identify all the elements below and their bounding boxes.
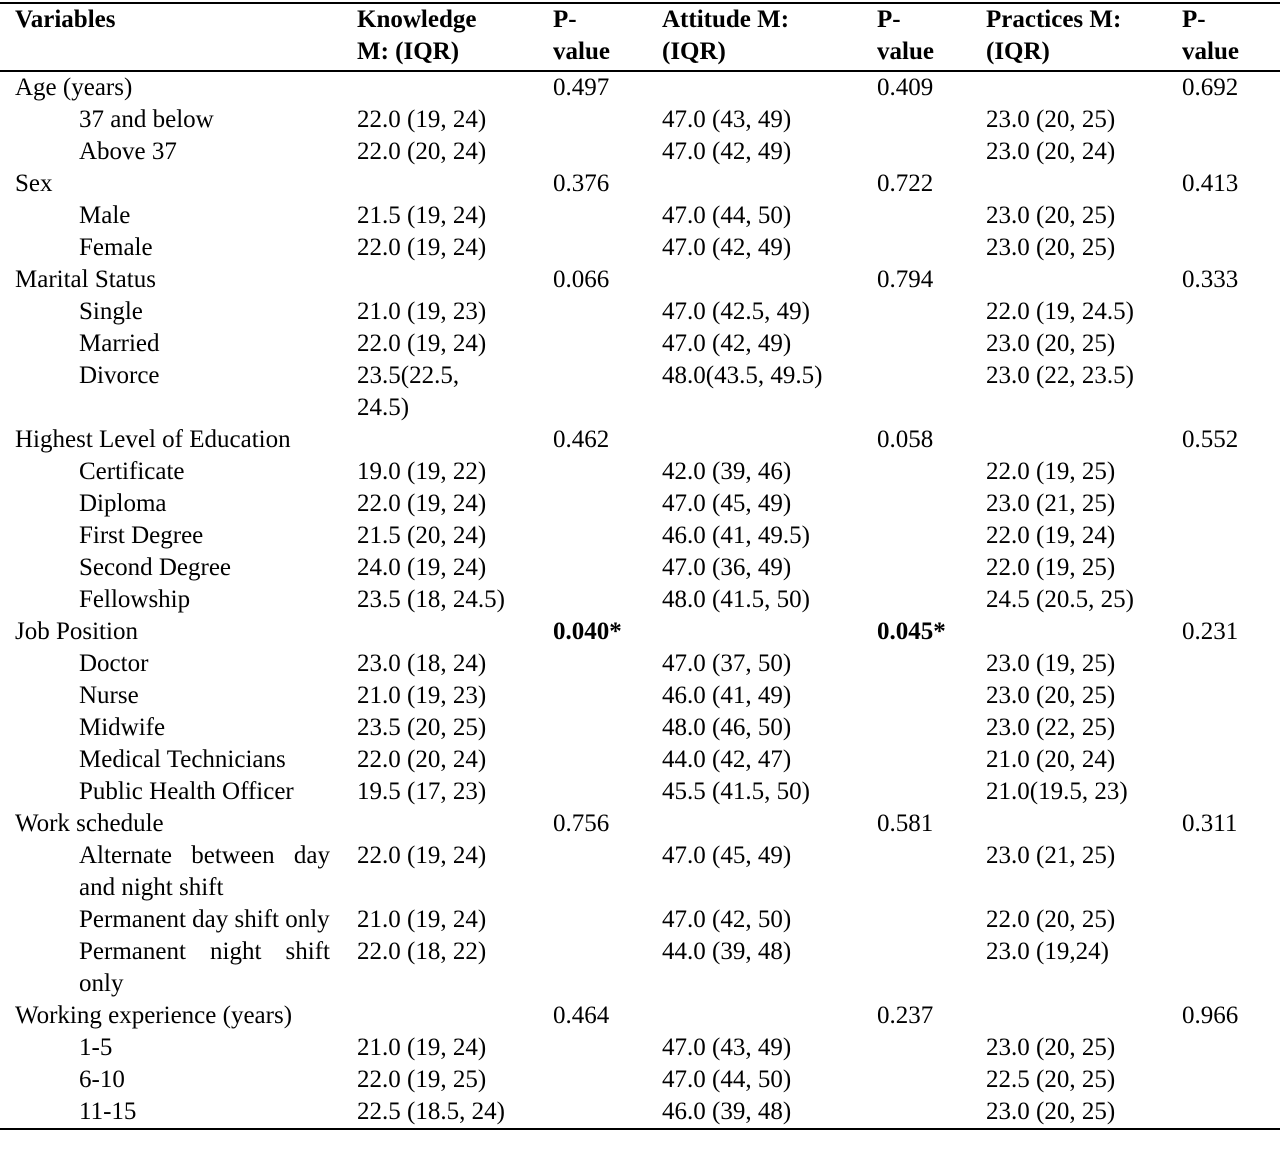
attitude-cell: 47.0 (43, 49) <box>662 106 792 133</box>
table-row <box>0 744 1280 776</box>
row-label: Nurse <box>79 682 139 709</box>
table-row <box>0 840 1280 904</box>
row-label: Public Health Officer <box>79 778 294 805</box>
attitude-cell: 47.0 (43, 49) <box>662 1034 792 1061</box>
row-label: Divorce <box>79 362 160 389</box>
knowledge-cell: 21.5 (20, 24) <box>357 522 487 549</box>
p-value-practices: 0.692 <box>1182 74 1239 101</box>
header-knowledge: Knowledge M: (IQR) <box>357 6 477 65</box>
header-practices: Practices M: (IQR) <box>986 6 1122 65</box>
table-row <box>0 648 1280 680</box>
table-row <box>0 360 1280 424</box>
header-p-value-attitude: P-value <box>877 6 934 65</box>
table-row <box>0 136 1280 168</box>
group-label: Job Position <box>15 618 138 645</box>
row-label: Married <box>79 330 160 357</box>
row-label: Midwife <box>79 714 166 741</box>
p-value-attitude: 0.794 <box>877 266 934 293</box>
p-value-knowledge: 0.464 <box>553 1002 610 1029</box>
p-value-knowledge: 0.497 <box>553 74 610 101</box>
table-row <box>0 1064 1280 1096</box>
group-label: Age (years) <box>15 74 133 101</box>
knowledge-cell: 22.0 (18, 22) <box>357 938 487 965</box>
practices-cell: 23.0 (21, 25) <box>986 490 1116 517</box>
attitude-cell: 47.0 (42.5, 49) <box>662 298 810 325</box>
knowledge-cell: 22.0 (19, 24) <box>357 106 487 133</box>
knowledge-cell: 23.5(22.5, 24.5) <box>357 362 460 421</box>
p-value-practices: 0.333 <box>1182 266 1239 293</box>
knowledge-cell: 21.0 (19, 23) <box>357 682 487 709</box>
attitude-cell: 47.0 (45, 49) <box>662 842 792 869</box>
group-row-working-experience <box>0 1000 1280 1032</box>
row-label: 37 and below <box>79 106 214 133</box>
p-value-knowledge: 0.066 <box>553 266 610 293</box>
row-label: Alternate between day and night shift <box>79 842 330 901</box>
row-label: Medical Technicians <box>79 746 286 773</box>
row-label: 1-5 <box>79 1034 113 1061</box>
attitude-cell: 44.0 (39, 48) <box>662 938 792 965</box>
p-value-knowledge: 0.756 <box>553 810 610 837</box>
attitude-cell: 46.0 (41, 49.5) <box>662 522 810 549</box>
knowledge-cell: 19.0 (19, 22) <box>357 458 487 485</box>
practices-cell: 22.0 (19, 25) <box>986 458 1116 485</box>
group-label: Marital Status <box>15 266 156 293</box>
knowledge-cell: 21.5 (19, 24) <box>357 202 487 229</box>
header-row <box>0 3 1280 71</box>
table-row <box>0 104 1280 136</box>
row-label: 11-15 <box>79 1098 137 1125</box>
p-value-attitude: 0.722 <box>877 170 934 197</box>
table-row <box>0 520 1280 552</box>
p-value-practices: 0.311 <box>1182 810 1238 837</box>
practices-cell: 23.0 (20, 25) <box>986 202 1116 229</box>
practices-cell: 22.5 (20, 25) <box>986 1066 1116 1093</box>
row-label: Above 37 <box>79 138 177 165</box>
row-label: Permanent night shift only <box>79 938 330 997</box>
practices-cell: 23.0 (20, 25) <box>986 106 1116 133</box>
attitude-cell: 45.5 (41.5, 50) <box>662 778 810 805</box>
practices-cell: 23.0 (19, 25) <box>986 650 1116 677</box>
header-p-value-knowledge: P-value <box>553 6 610 65</box>
table-row <box>0 680 1280 712</box>
results-table <box>0 2 1280 1130</box>
table-row <box>0 936 1280 1000</box>
p-value-knowledge: 0.462 <box>553 426 610 453</box>
table-row <box>0 488 1280 520</box>
group-row-education <box>0 424 1280 456</box>
attitude-cell: 46.0 (41, 49) <box>662 682 792 709</box>
knowledge-cell: 23.5 (20, 25) <box>357 714 487 741</box>
knowledge-cell: 21.0 (19, 24) <box>357 906 487 933</box>
p-value-attitude: 0.058 <box>877 426 934 453</box>
practices-cell: 23.0 (20, 25) <box>986 234 1116 261</box>
row-label: Permanent day shift only <box>79 906 330 933</box>
row-label: Certificate <box>79 458 185 485</box>
attitude-cell: 42.0 (39, 46) <box>662 458 792 485</box>
header-attitude: Attitude M: (IQR) <box>662 6 790 65</box>
practices-cell: 23.0 (19,24) <box>986 938 1109 965</box>
practices-cell: 23.0 (20, 25) <box>986 1034 1116 1061</box>
group-row-work-schedule <box>0 808 1280 840</box>
practices-cell: 23.0 (21, 25) <box>986 842 1116 869</box>
knowledge-cell: 22.0 (20, 24) <box>357 138 487 165</box>
table-row <box>0 456 1280 488</box>
practices-cell: 23.0 (20, 24) <box>986 138 1116 165</box>
attitude-cell: 48.0(43.5, 49.5) <box>662 362 823 389</box>
practices-cell: 23.0 (20, 25) <box>986 330 1116 357</box>
row-label: Second Degree <box>79 554 232 581</box>
knowledge-cell: 24.0 (19, 24) <box>357 554 487 581</box>
attitude-cell: 48.0 (46, 50) <box>662 714 792 741</box>
header-p-value-practices: P-value <box>1182 6 1239 65</box>
practices-cell: 22.0 (20, 25) <box>986 906 1116 933</box>
row-label: Doctor <box>79 650 149 677</box>
table-row <box>0 776 1280 808</box>
practices-cell: 21.0(19.5, 23) <box>986 778 1128 805</box>
p-value-practices: 0.231 <box>1182 618 1239 645</box>
p-value-practices: 0.552 <box>1182 426 1239 453</box>
p-value-knowledge: 0.376 <box>553 170 610 197</box>
attitude-cell: 47.0 (44, 50) <box>662 202 792 229</box>
p-value-attitude: 0.045* <box>877 618 946 645</box>
row-label: First Degree <box>79 522 204 549</box>
table-row <box>0 328 1280 360</box>
header-variables: Variables <box>15 6 116 33</box>
group-label: Highest Level of Education <box>15 426 291 453</box>
group-label: Sex <box>15 170 53 197</box>
row-label: Male <box>79 202 131 229</box>
knowledge-cell: 23.0 (18, 24) <box>357 650 487 677</box>
practices-cell: 23.0 (22, 23.5) <box>986 362 1134 389</box>
p-value-practices: 0.966 <box>1182 1002 1239 1029</box>
attitude-cell: 47.0 (42, 49) <box>662 138 792 165</box>
row-label: Fellowship <box>79 586 191 613</box>
group-row-age <box>0 71 1280 104</box>
row-label: Diploma <box>79 490 167 517</box>
practices-cell: 23.0 (22, 25) <box>986 714 1116 741</box>
knowledge-cell: 19.5 (17, 23) <box>357 778 487 805</box>
table-row <box>0 712 1280 744</box>
attitude-cell: 47.0 (42, 49) <box>662 330 792 357</box>
knowledge-cell: 21.0 (19, 23) <box>357 298 487 325</box>
attitude-cell: 48.0 (41.5, 50) <box>662 586 810 613</box>
p-value-attitude: 0.237 <box>877 1002 934 1029</box>
table-row <box>0 904 1280 936</box>
table-row <box>0 296 1280 328</box>
table-row <box>0 1096 1280 1129</box>
practices-cell: 21.0 (20, 24) <box>986 746 1116 773</box>
attitude-cell: 46.0 (39, 48) <box>662 1098 792 1125</box>
knowledge-cell: 22.0 (19, 24) <box>357 842 487 869</box>
knowledge-cell: 22.0 (19, 24) <box>357 330 487 357</box>
group-row-marital-status <box>0 264 1280 296</box>
attitude-cell: 47.0 (42, 50) <box>662 906 792 933</box>
attitude-cell: 47.0 (44, 50) <box>662 1066 792 1093</box>
knowledge-cell: 23.5 (18, 24.5) <box>357 586 505 613</box>
knowledge-cell: 22.5 (18.5, 24) <box>357 1098 505 1125</box>
attitude-cell: 44.0 (42, 47) <box>662 746 792 773</box>
p-value-knowledge: 0.040* <box>553 618 622 645</box>
table-row <box>0 200 1280 232</box>
attitude-cell: 47.0 (37, 50) <box>662 650 792 677</box>
row-label: Single <box>79 298 143 325</box>
attitude-cell: 47.0 (42, 49) <box>662 234 792 261</box>
table-row <box>0 552 1280 584</box>
p-value-attitude: 0.409 <box>877 74 934 101</box>
row-label: Female <box>79 234 153 261</box>
knowledge-cell: 22.0 (19, 24) <box>357 234 487 261</box>
row-label: 6-10 <box>79 1066 125 1093</box>
group-row-job-position <box>0 616 1280 648</box>
group-label: Work schedule <box>15 810 164 837</box>
attitude-cell: 47.0 (45, 49) <box>662 490 792 517</box>
table-row <box>0 232 1280 264</box>
table-row <box>0 584 1280 616</box>
p-value-attitude: 0.581 <box>877 810 934 837</box>
practices-cell: 22.0 (19, 24) <box>986 522 1116 549</box>
practices-cell: 23.0 (20, 25) <box>986 682 1116 709</box>
practices-cell: 23.0 (20, 25) <box>986 1098 1116 1125</box>
attitude-cell: 47.0 (36, 49) <box>662 554 792 581</box>
group-row-sex <box>0 168 1280 200</box>
practices-cell: 24.5 (20.5, 25) <box>986 586 1134 613</box>
knowledge-cell: 22.0 (19, 25) <box>357 1066 487 1093</box>
practices-cell: 22.0 (19, 24.5) <box>986 298 1134 325</box>
p-value-practices: 0.413 <box>1182 170 1239 197</box>
group-label: Working experience (years) <box>15 1002 293 1029</box>
practices-cell: 22.0 (19, 25) <box>986 554 1116 581</box>
knowledge-cell: 21.0 (19, 24) <box>357 1034 487 1061</box>
table-row <box>0 1032 1280 1064</box>
knowledge-cell: 22.0 (20, 24) <box>357 746 487 773</box>
knowledge-cell: 22.0 (19, 24) <box>357 490 487 517</box>
